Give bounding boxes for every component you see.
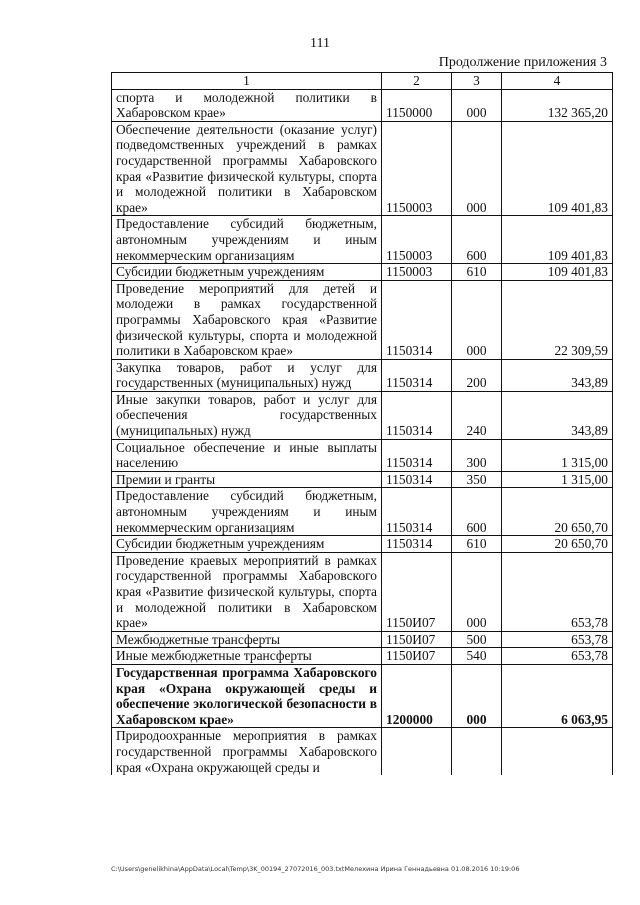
cell-target-code: 1150003	[382, 121, 452, 216]
table-header-row	[112, 73, 613, 90]
table-row	[112, 121, 613, 216]
cell-amount: 22 309,59	[502, 280, 613, 359]
table-row	[112, 471, 613, 488]
cell-name: Иные закупки товаров, работ и услуг для обеспечения государственных (муниципальных) нужд	[112, 391, 382, 439]
cell-target-code: 1150003	[382, 264, 452, 281]
cell-amount: 343,89	[502, 359, 613, 391]
cell-amount: 1 315,00	[502, 439, 613, 471]
cell-expense-type: 350	[452, 471, 502, 488]
cell-target-code: 1150314	[382, 439, 452, 471]
cell-name: Обеспечение деятельности (оказание услуг) подведомственных учреждений в рамках государственной программы Хабаровского края «Развитие физической культуры, спорта и молодежной политики в Хабаровском крае»	[112, 121, 382, 216]
cell-amount: 109 401,83	[502, 264, 613, 281]
cell-name: Проведение мероприятий для детей и молодежи в рамках государственной программы Хабаровского края «Развитие физической культуры, спорта и молодежной политики в Хабаровском крае»	[112, 280, 382, 359]
cell-expense-type: 600	[452, 488, 502, 536]
cell-expense-type	[452, 728, 502, 775]
cell-amount: 109 401,83	[502, 216, 613, 264]
continuation-label: Продолжение приложения 3	[438, 55, 607, 70]
cell-target-code: 1150314	[382, 391, 452, 439]
cell-amount: 1 315,00	[502, 471, 613, 488]
cell-expense-type: 300	[452, 439, 502, 471]
header-amount: 4	[502, 73, 613, 90]
table-row	[112, 664, 613, 727]
cell-expense-type: 000	[452, 664, 502, 727]
table-row	[112, 264, 613, 281]
table-row	[112, 536, 613, 553]
cell-target-code: 1150314	[382, 488, 452, 536]
cell-amount: 20 650,70	[502, 488, 613, 536]
cell-target-code: 1150314	[382, 280, 452, 359]
table-row	[112, 391, 613, 439]
cell-target-code	[382, 728, 452, 775]
cell-name: Иные межбюджетные трансферты	[112, 648, 382, 665]
cell-expense-type: 000	[452, 121, 502, 216]
cell-name: Премии и гранты	[112, 471, 382, 488]
table-row	[112, 280, 613, 359]
cell-name: Субсидии бюджетным учреждениям	[112, 536, 382, 553]
budget-table	[111, 72, 613, 775]
cell-expense-type: 600	[452, 216, 502, 264]
cell-expense-type: 500	[452, 631, 502, 648]
header-type: 3	[452, 73, 502, 90]
cell-expense-type: 610	[452, 536, 502, 553]
cell-expense-type: 000	[452, 552, 502, 631]
header-name: 1	[112, 73, 382, 90]
cell-name: Предоставление субсидий бюджетным, автономным учреждениям и иным некоммерческим организациям	[112, 216, 382, 264]
cell-expense-type: 000	[452, 89, 502, 121]
cell-target-code: 1150314	[382, 471, 452, 488]
cell-name: Субсидии бюджетным учреждениям	[112, 264, 382, 281]
cell-expense-type: 200	[452, 359, 502, 391]
cell-amount: 653,78	[502, 648, 613, 665]
cell-name: Проведение краевых мероприятий в рамках государственной программы Хабаровского края «Развитие физической культуры, спорта и молодежной политики в Хабаровском крае»	[112, 552, 382, 631]
cell-name: Закупка товаров, работ и услуг для государственных (муниципальных) нужд	[112, 359, 382, 391]
cell-expense-type: 000	[452, 280, 502, 359]
table-row	[112, 359, 613, 391]
cell-name: Предоставление субсидий бюджетным, автономным учреждениям и иным некоммерческим организациям	[112, 488, 382, 536]
table-row	[112, 89, 613, 121]
table-row	[112, 728, 613, 775]
cell-name: Природоохранные мероприятия в рамках государственной программы Хабаровского края «Охрана окружающей среды и	[112, 728, 382, 775]
table-row	[112, 552, 613, 631]
table-row	[112, 439, 613, 471]
cell-target-code: 1200000	[382, 664, 452, 727]
cell-target-code: 1150И07	[382, 631, 452, 648]
cell-target-code: 1150000	[382, 89, 452, 121]
table-row	[112, 216, 613, 264]
cell-name: спорта и молодежной политики в Хабаровском крае»	[112, 89, 382, 121]
cell-amount	[502, 728, 613, 775]
cell-amount: 653,78	[502, 631, 613, 648]
cell-amount: 6 063,95	[502, 664, 613, 727]
cell-amount: 653,78	[502, 552, 613, 631]
cell-amount: 20 650,70	[502, 536, 613, 553]
cell-amount: 109 401,83	[502, 121, 613, 216]
table-row	[112, 488, 613, 536]
cell-name: Межбюджетные трансферты	[112, 631, 382, 648]
cell-name: Государственная программа Хабаровского края «Охрана окружающей среды и обеспечение экологической безопасности в Хабаровском крае»	[112, 664, 382, 727]
page-number: 111	[310, 36, 330, 51]
table-row	[112, 631, 613, 648]
cell-target-code: 1150003	[382, 216, 452, 264]
cell-target-code: 1150И07	[382, 552, 452, 631]
cell-target-code: 1150314	[382, 536, 452, 553]
cell-name: Социальное обеспечение и иные выплаты населению	[112, 439, 382, 471]
cell-amount: 132 365,20	[502, 89, 613, 121]
cell-expense-type: 240	[452, 391, 502, 439]
header-code: 2	[382, 73, 452, 90]
cell-target-code: 1150314	[382, 359, 452, 391]
cell-expense-type: 540	[452, 648, 502, 665]
cell-expense-type: 610	[452, 264, 502, 281]
cell-target-code: 1150И07	[382, 648, 452, 665]
cell-amount: 343,89	[502, 391, 613, 439]
footer-file-path: C:\Users\genelikhina\AppData\Local\Temp\3K_00194_27072016_003.txtМелехина Ирина Геннадьевна 01.08.2016 10:19:06	[111, 865, 520, 873]
table-row	[112, 648, 613, 665]
